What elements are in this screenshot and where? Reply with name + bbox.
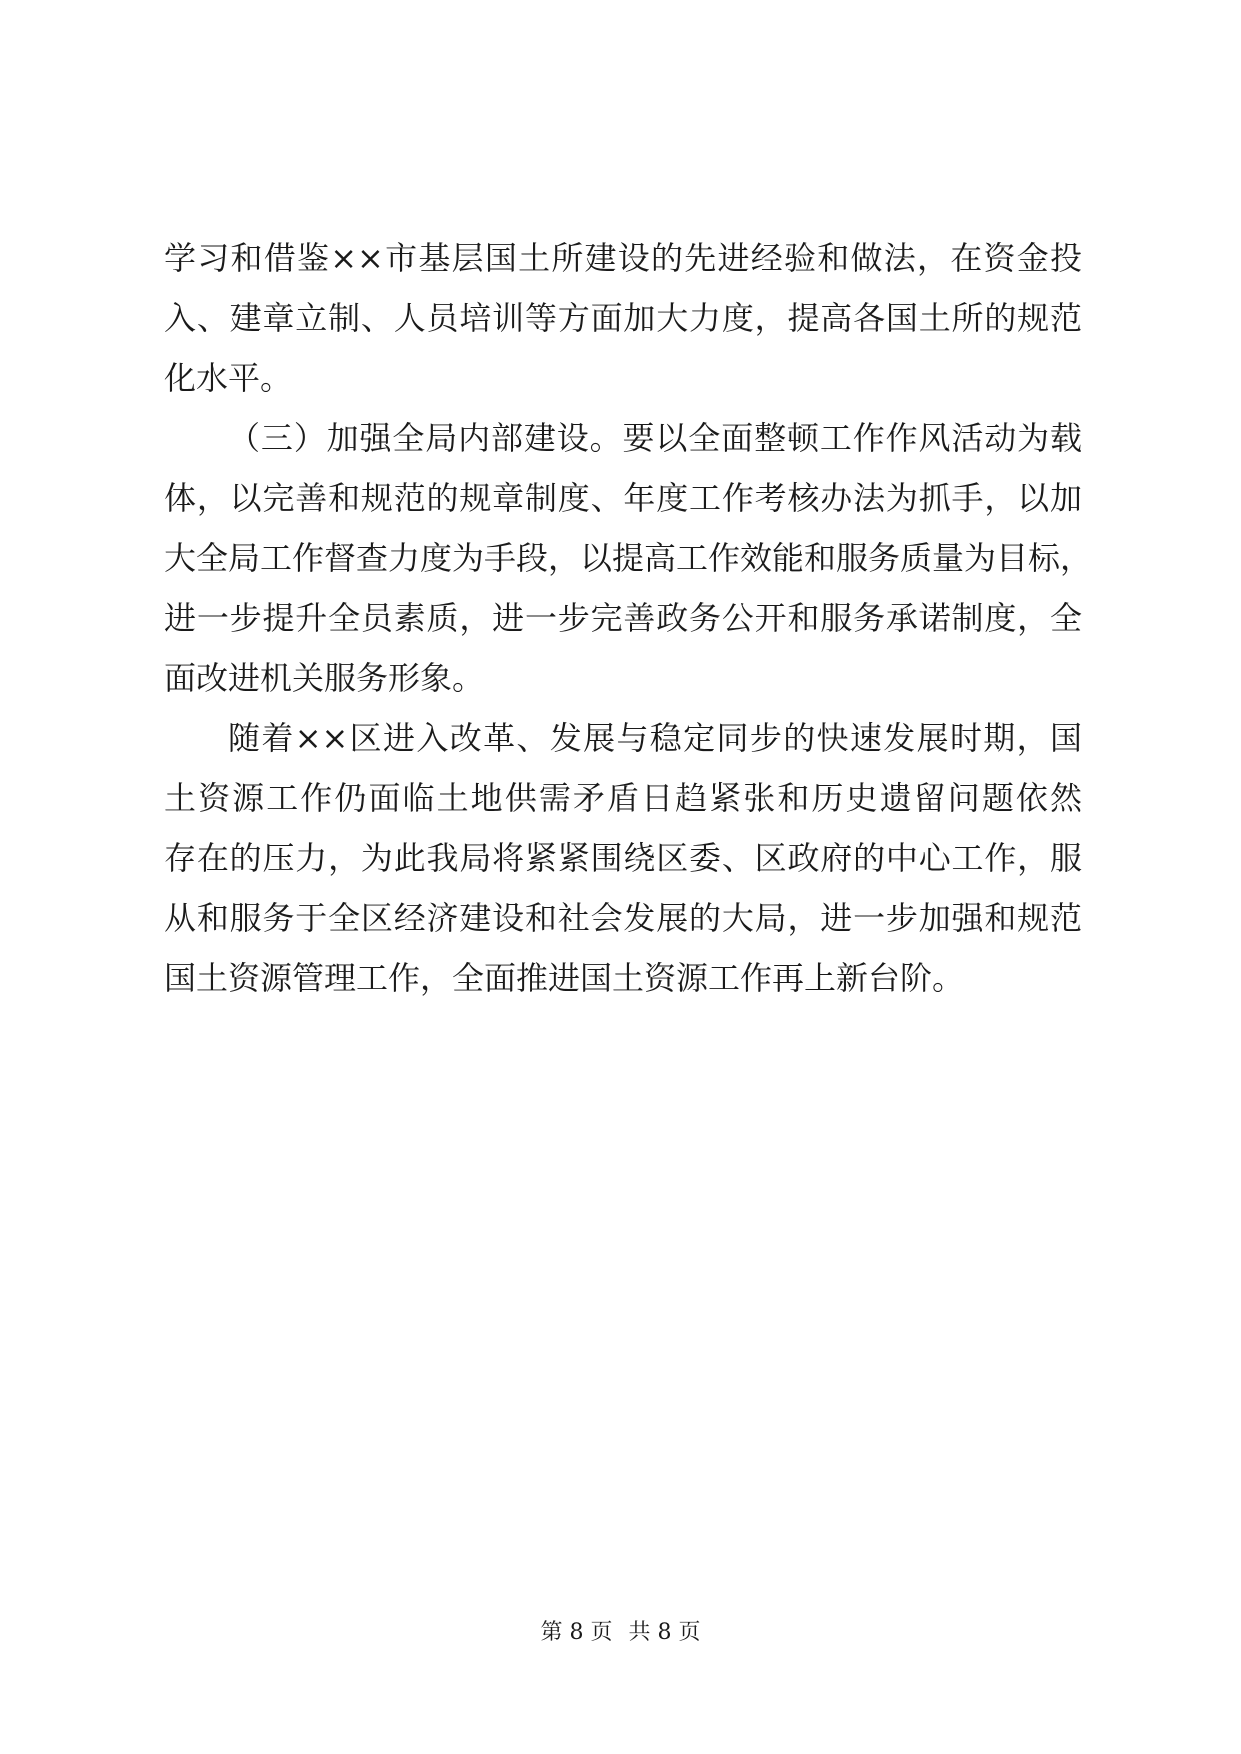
text-line: 进一步提升全员素质，进一步完善政务公开和服务承诺制度，全 bbox=[164, 599, 1082, 637]
page-number: 第 8 页 bbox=[540, 1620, 613, 1645]
paragraph bbox=[164, 228, 1082, 408]
text-line: 随着××区进入改革、发展与稳定同步的快速发展时期，国 bbox=[228, 719, 1082, 757]
text-line: 大全局工作督查力度为手段，以提高工作效能和服务质量为目标， bbox=[164, 539, 1093, 577]
text-line: 土资源工作仍面临土地供需矛盾日趋紧张和历史遗留问题依然 bbox=[164, 779, 1082, 817]
paragraph bbox=[164, 708, 1082, 1008]
page-total: 共 8 页 bbox=[628, 1620, 701, 1645]
page-footer bbox=[0, 1618, 1241, 1648]
text-line: 从和服务于全区经济建设和社会发展的大局，进一步加强和规范 bbox=[164, 899, 1082, 937]
text-line: 存在的压力，为此我局将紧紧围绕区委、区政府的中心工作，服 bbox=[164, 839, 1082, 877]
text-line: 体，以完善和规范的规章制度、年度工作考核办法为抓手，以加 bbox=[164, 479, 1082, 517]
paragraph bbox=[164, 408, 1093, 708]
text-line: 入、建章立制、人员培训等方面加大力度，提高各国土所的规范 bbox=[164, 299, 1082, 337]
text-line: 化水平。 bbox=[164, 359, 293, 397]
document-body bbox=[164, 228, 1093, 1008]
text-line: 国土资源管理工作，全面推进国土资源工作再上新台阶。 bbox=[164, 959, 965, 997]
text-line: 学习和借鉴××市基层国土所建设的先进经验和做法，在资金投 bbox=[164, 239, 1082, 277]
text-line: （三）加强全局内部建设。要以全面整顿工作作风活动为载 bbox=[228, 419, 1082, 457]
text-line: 面改进机关服务形象。 bbox=[164, 659, 485, 697]
